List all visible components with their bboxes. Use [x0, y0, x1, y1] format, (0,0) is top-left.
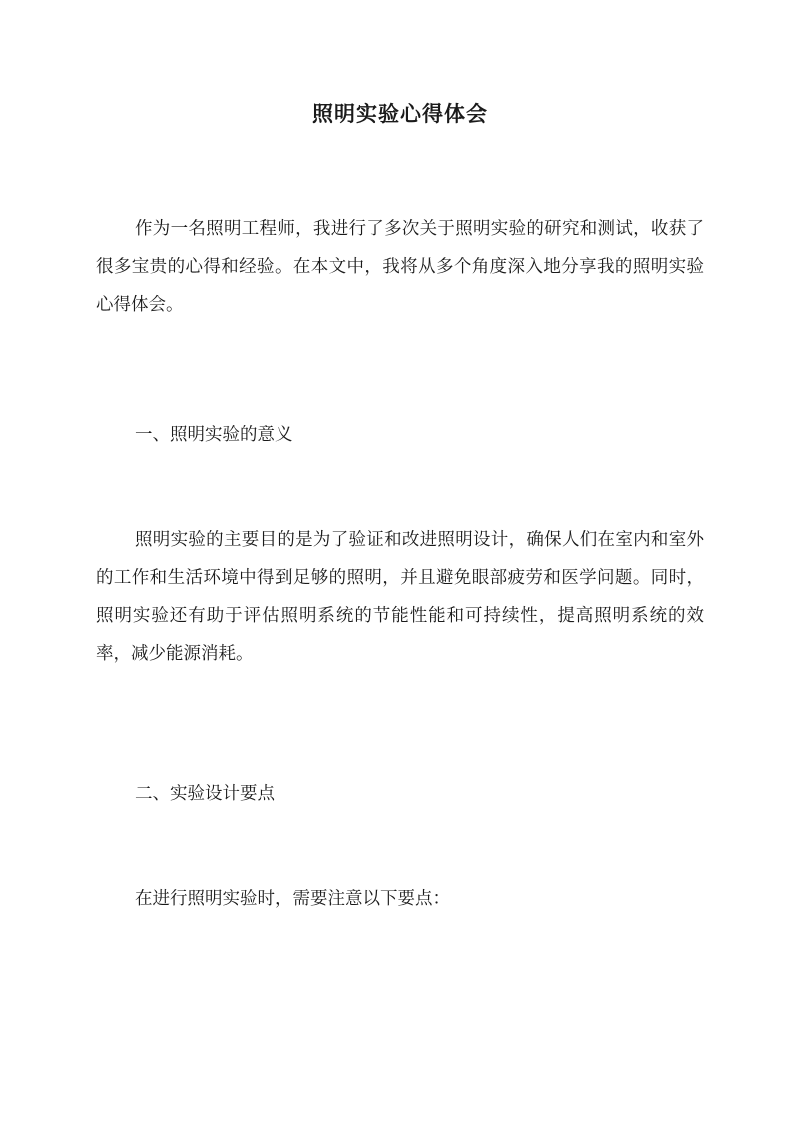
document-title: 照明实验心得体会: [312, 101, 488, 126]
section-heading-design-points: 二、实验设计要点: [135, 784, 275, 804]
section-heading-significance: 一、照明实验的意义: [135, 425, 293, 445]
intro-paragraph: 作为一名照明工程师，我进行了多次关于照明实验的研究和测试，收获了很多宝贵的心得和经验。在本文中，我将从多个角度深入地分享我的照明实验心得体会。: [96, 219, 704, 315]
design-points-paragraph: 在进行照明实验时，需要注意以下要点：: [135, 889, 450, 909]
significance-paragraph: 照明实验的主要目的是为了验证和改进照明设计，确保人们在室内和室外的工作和生活环境中得到足够的照明，并且避免眼部疲劳和医学问题。同时，照明实验还有助于评估照明系统的节能性能和可持续性，提高照明系统的效率，减少能源消耗。: [96, 530, 704, 664]
